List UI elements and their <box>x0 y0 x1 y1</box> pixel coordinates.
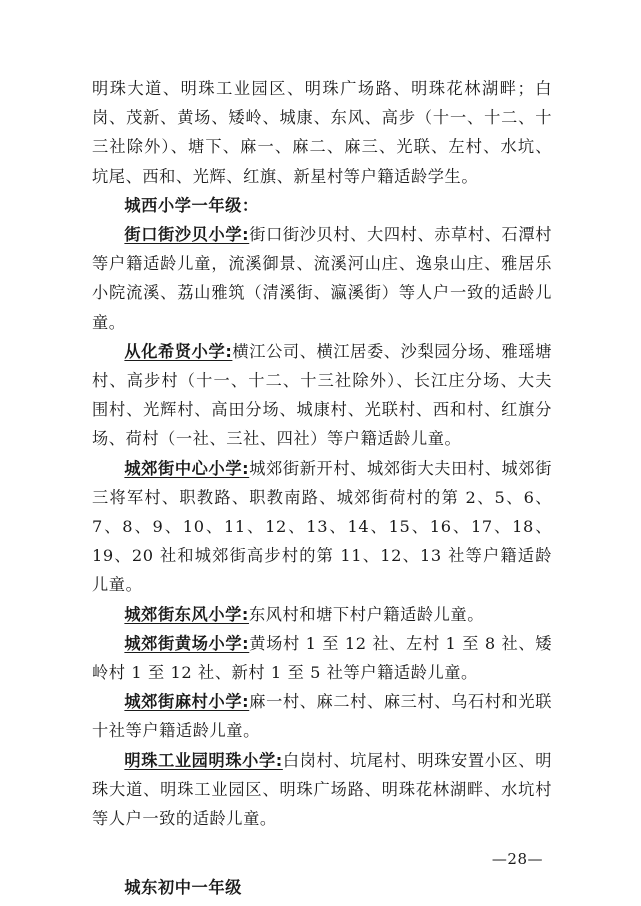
entry-text: 白岗村、坑尾村、明珠安置小区、明珠大道、明珠工业园区、明珠广场路、明珠花林湖畔、水坑村等人户一致的适龄儿童。 <box>92 750 552 829</box>
entry-text: 东风村和塘下村户籍适龄儿童。 <box>248 604 485 624</box>
page-number: —28— <box>491 850 543 868</box>
school-name: 城郊街麻村小学: <box>124 692 250 712</box>
section-gap <box>92 833 552 873</box>
section-heading-chengxi-primary: 城西小学一年级： <box>124 195 259 215</box>
entry-text: 街口街沙贝村、大四村、赤草村、石潭村等户籍适龄儿童，流溪御景、流溪河山庄、逸泉山庄、雅居乐小院流溪、荔山雅筑（清溪街、瀛溪街）等人户一致的适龄儿童。 <box>92 225 552 332</box>
school-name: 街口街沙贝小学: <box>124 225 250 245</box>
school-name: 城郊街东风小学: <box>124 604 249 624</box>
entry-huangchang-primary <box>92 629 552 687</box>
document-body <box>92 74 552 902</box>
entry-text: 麻一村、麻二村、麻三村、乌石村和光联十社等户籍适龄儿童。 <box>92 692 552 741</box>
entry-chengjiao-central-primary <box>92 454 552 600</box>
school-name: 明珠工业园明珠小学: <box>124 750 283 770</box>
school-name: 城郊街中心小学: <box>124 458 250 478</box>
entry-text: 城郊街新开村、城郊街大夫田村、城郊街三将军村、职教路、职教南路、城郊街荷村的第 2、5、6、7、8、9、10、11、12、13、14、15、16、17、18、19、20 社和城郊街高步村的第 11、12、13 社等户籍适龄儿童。 <box>92 458 552 595</box>
entry-shabei-primary <box>92 220 552 337</box>
section-heading-chengdong-middle: 城东初中一年级 <box>124 878 242 898</box>
continuation-paragraph: 明珠大道、明珠工业园区、明珠广场路、明珠花林湖畔；白岗、茂新、黄场、矮岭、城康、东风、高步（十一、十二、十三社除外）、塘下、麻一、麻二、麻三、光联、左村、水坑、坑尾、西和、光辉、红旗、新星村等户籍适龄学生。 <box>92 79 552 186</box>
school-name: 城郊街黄场小学: <box>124 633 250 653</box>
entry-mingzhu-primary <box>92 746 552 834</box>
entry-text: 横江公司、横江居委、沙梨园分场、雅瑶塘村、高步村（十一、十二、十三社除外）、长江庄分场、大夫围村、光辉村、高田分场、城康村、光联村、西和村、红旗分场、荷村（一社、三社、四社）等户籍适龄儿童。 <box>92 341 552 449</box>
school-name: 从化希贤小学: <box>124 341 233 361</box>
entry-text: 黄场村 1 至 12 社、左村 1 至 8 社、矮岭村 1 至 12 社、新村 1 至 5 社等户籍适龄儿童。 <box>92 633 552 683</box>
entry-xixian-primary <box>92 337 552 454</box>
entry-dongfeng-primary <box>92 600 552 629</box>
entry-macun-primary <box>92 687 552 745</box>
